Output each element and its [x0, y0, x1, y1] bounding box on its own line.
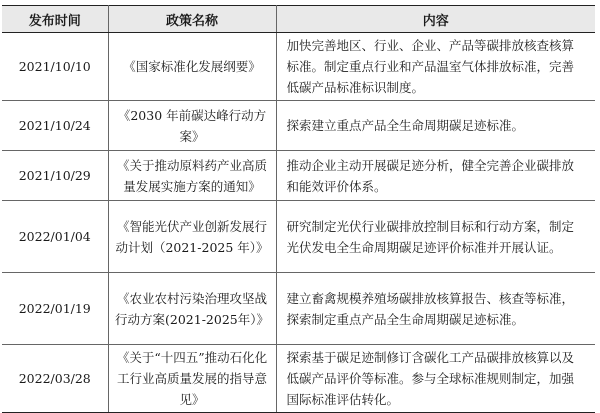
row-policy-name: 《2030 年前碳达峰行动方案》 — [108, 101, 276, 151]
row-content: 推动企业主动开展碳足迹分析，健全完善企业碳排放和能效评价体系。 — [276, 151, 595, 201]
row-policy-name: 《智能光伏产业创新发展行动计划（2021-2025 年）》 — [108, 201, 276, 273]
row-content: 探索建立重点产品全生命周期碳足迹标准。 — [276, 101, 595, 151]
table-row — [2, 273, 595, 345]
row-content: 建立畜禽规模养殖场碳排放核算报告、核查等标准，探索制定重点产品全生命周期碳足迹标准。 — [276, 273, 595, 345]
row-date: 2022/01/19 — [2, 273, 108, 345]
row-date: 2021/10/29 — [2, 151, 108, 201]
row-policy-name: 《农业农村污染治理攻坚战行动方案(2021-2025年）》 — [108, 273, 276, 345]
table-row — [2, 101, 595, 151]
row-policy-name: 《关于推动原料药产业高质量发展实施方案的通知》 — [108, 151, 276, 201]
row-content: 探索基于碳足迹制修订含碳化工产品碳排放核算以及低碳产品评价等标准。参与全球标准规则制定，加强国际标准评估转化。 — [276, 345, 595, 413]
row-policy-name: 《国家标准化发展纲要》 — [108, 33, 276, 101]
policy-table — [2, 5, 595, 413]
table-row — [2, 201, 595, 273]
table-header-row — [2, 6, 595, 33]
header-date: 发布时间 — [2, 6, 108, 33]
row-date: 2021/10/10 — [2, 33, 108, 101]
table-row — [2, 345, 595, 413]
table-row — [2, 33, 595, 101]
header-policy-name: 政策名称 — [108, 6, 276, 33]
row-date: 2022/03/28 — [2, 345, 108, 413]
row-policy-name: 《关于“十四五”推动石化化工行业高质量发展的指导意见》 — [108, 345, 276, 413]
row-content: 研究制定光伏行业碳排放控制目标和行动方案，制定光伏发电全生命周期碳足迹评价标准并开展认证。 — [276, 201, 595, 273]
table-row — [2, 151, 595, 201]
row-content: 加快完善地区、行业、企业、产品等碳排放核查核算标准。制定重点行业和产品温室气体排放标准，完善低碳产品标准标识制度。 — [276, 33, 595, 101]
row-date: 2021/10/24 — [2, 101, 108, 151]
row-date: 2022/01/04 — [2, 201, 108, 273]
header-content: 内容 — [276, 6, 595, 33]
